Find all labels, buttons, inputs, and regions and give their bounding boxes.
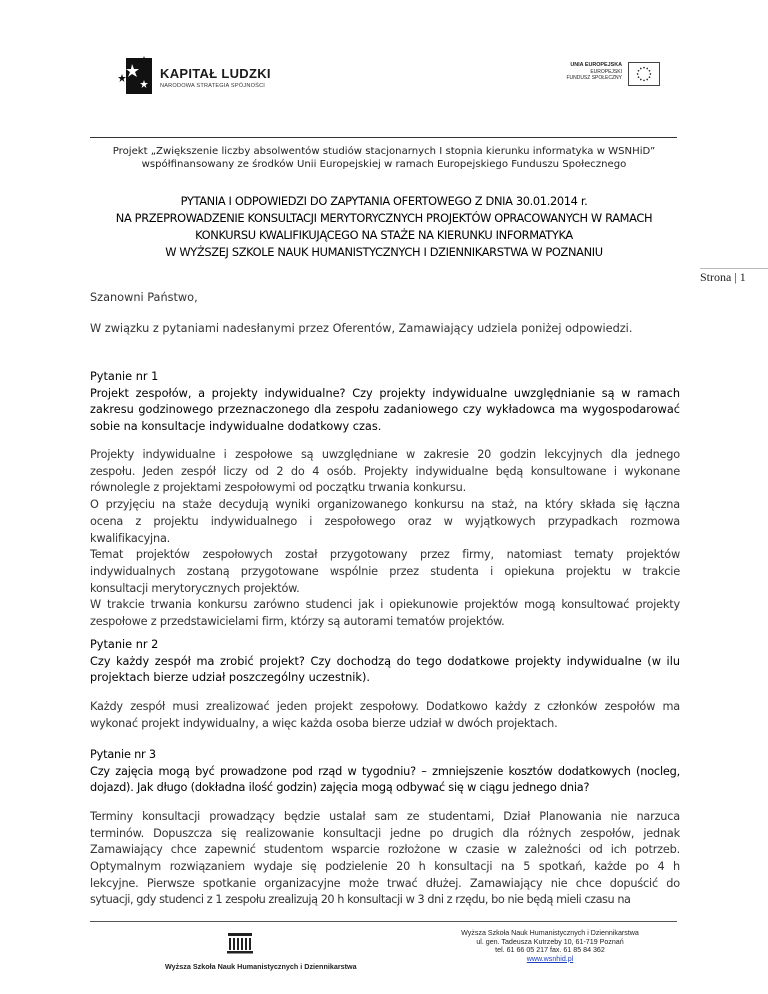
answer-3-line: Zamawiający chce zapewnić studentom wsparcie rozłożone w czasie w zależności od ich potrzeb.	[90, 843, 680, 857]
footer-divider	[90, 921, 677, 922]
answer-1-line: zespołu. Jeden zespół liczy od 2 do 4 osób. Projekty indywidualne będą konsultowane i wykonane	[90, 464, 680, 478]
question-1-label: Pytanie nr 1	[90, 370, 159, 383]
kapital-ludzki-subtitle: NARODOWA STRATEGIA SPÓJNOŚCI	[160, 83, 266, 89]
question-1-text-line: zakresu godzinowego przeznaczonego dla zespołu zadaniowego czy wykładowca ma wygospodarować	[90, 403, 680, 417]
kapital-ludzki-emblem-icon	[118, 52, 156, 96]
document-title-line-3: KONKURSU KWALIFIKUJĄCEGO NA STAŻE NA KIERUNKU INFORMATYKA	[195, 228, 573, 242]
question-3-text-line: dojazd). Jak długo (dokładna ilość godzin) zajęcia mogą odbywać się w ciągu jednego dnia?	[90, 781, 590, 795]
school-name: Wyższa Szkoła Nauk Humanistycznych i Dziennikarstwa	[165, 962, 357, 971]
footer-address	[420, 929, 680, 963]
intro	[90, 321, 680, 338]
answer-1-line: Projekty indywidualne i zespołowe są uwzględniane w zakresie 20 godzin lekcyjnych dla jednego	[90, 448, 680, 461]
greeting	[90, 290, 680, 307]
answer-3-line: Optymalnym rozwiązaniem wydaje się podzielenie 20 h konsultacji na 5 spotkań, każde po 4 h	[90, 860, 680, 874]
page-number: Strona | 1	[700, 270, 746, 284]
footer-address-line-3: tel. 61 66 05 217 fax. 61 85 84 362	[495, 946, 605, 955]
eu-fund-logo	[548, 62, 660, 92]
website-link[interactable]: www.wsnhid.pl	[526, 954, 574, 963]
answer-1-line: zespołowe z przedstawicielami firm, którzy są autorami tematów projektów.	[90, 615, 505, 629]
answer-1-line: indywidualnych zostaną przygotowane wspólnie przez studenta i opiekuna projektu w trakcie	[90, 564, 680, 578]
answer-1	[90, 447, 680, 631]
document-title-line-1: PYTANIA I ODPOWIEDZI DO ZAPYTANIA OFERTOWEGO Z DNIA 30.01.2014 r.	[180, 194, 588, 208]
school-logo	[165, 932, 357, 972]
answer-3-line: lekcyjne. Pierwsze spotkanie organizacyjne może trwać dłużej. Zamawiający nie chce dopuścić do	[90, 876, 680, 890]
answer-3-line: terminów. Dopuszcza się realizowanie konsultacji jedne po drugich dla różnych zespołów, jednak	[90, 826, 680, 840]
answer-2	[90, 699, 680, 732]
question-2-text-line: projektach bierze udział poszczególny uczestnik).	[90, 671, 370, 685]
footer-address-line-1: Wyższa Szkoła Nauk Humanistycznych i Dziennikarstwa	[461, 929, 639, 937]
eu-logo-text	[566, 62, 622, 82]
document-title-line-4: W WYŻSZEJ SZKOLE NAUK HUMANISTYCZNYCH I DZIENNIKARSTWA W POZNANIU	[165, 245, 603, 259]
question-2	[90, 637, 680, 687]
question-1-text-line: Projekt zespołów, a projekty indywidualne? Czy projekty indywidualne uwzględnianie są w ramach	[90, 386, 680, 400]
answer-1-line: Temat projektów zespołowych został przygotowany przez firmy, natomiast tematy projektów	[90, 548, 680, 562]
answer-2-line: wykonać projekt indywidualny, a więc każda osoba bierze udział w dwóch projektach.	[90, 716, 558, 730]
greeting-text: Szanowni Państwo,	[90, 291, 198, 304]
school-building-icon	[227, 932, 253, 954]
project-line-1: Projekt „Zwiększenie liczby absolwentów studiów stacjonarnych I stopnia kierunku informatyka w WSNHiD”	[112, 146, 656, 157]
eu-logo-line3: FUNDUSZ SPOŁECZNY	[566, 75, 622, 82]
question-2-text-line: Czy każdy zespół ma zrobić projekt? Czy dochodzą do tego dodatkowe projekty indywidualne (w ilu	[90, 654, 680, 668]
page-number-rule	[700, 268, 768, 269]
footer-address-line-2: ul. gen. Tadeusza Kutrzeby 10, 61-719 Poznań	[476, 937, 624, 946]
question-2-label: Pytanie nr 2	[90, 638, 159, 651]
answer-1-line: równolegle z projektami zespołowymi od początku trwania konkursu.	[90, 481, 466, 495]
question-1	[90, 369, 680, 436]
answer-3-line: sytuacji, gdy studenci z 1 zespołu zrealizują 20 h konsultacji w 3 dni z rzędu, bo nie będą mieli czasu na	[90, 893, 631, 906]
answer-1-line: kwalifikacyjna.	[90, 531, 171, 545]
answer-1-line: O przyjęciu na staże decydują wyniki organizowanego konkursu na staż, na który składa się łączna	[90, 498, 680, 512]
eu-logo-line2: EUROPEJSKI	[590, 68, 622, 75]
question-3	[90, 747, 680, 797]
intro-text: W związku z pytaniami nadesłanymi przez Oferentów, Zamawiający udziela poniżej odpowiedzi.	[90, 322, 633, 335]
kapital-ludzki-logo	[118, 52, 271, 100]
answer-2-line: Każdy zespół musi zrealizować jeden projekt zespołowy. Dodatkowo każdy z członków zespołów ma	[90, 700, 680, 713]
question-3-text-line: Czy zajęcia mogą być prowadzone pod rząd w tygodniu? – zmniejszenie kosztów dodatkowych (nocleg,	[90, 764, 680, 778]
answer-1-line: ocena z projektu indywidualnego i zespołowego oraz w wyjątkowych przypadkach rozmowa	[90, 514, 680, 528]
answer-3-line: Terminy konsultacji prowadzący będzie ustalał sam ze studentami, Dział Planowania nie narzuca	[90, 810, 680, 823]
document-title-line-2: NA PRZEPROWADZENIE KONSULTACJI MERYTORYCZNYCH PROJEKTÓW OPRACOWANYCH W RAMACH	[115, 211, 653, 225]
question-3-label: Pytanie nr 3	[90, 748, 156, 761]
header-divider	[90, 137, 677, 138]
answer-3-last	[90, 892, 680, 909]
question-1-text-line: sobie na konsultacje indywidualne dodatkowy czas.	[90, 420, 382, 434]
answer-3	[90, 809, 680, 893]
answer-1-line: konsultacji merytorycznych projektów.	[90, 581, 300, 595]
project-line-2: współfinansowany ze środków Unii Europejskiej w ramach Europejskiego Funduszu Społecznego	[141, 159, 627, 170]
answer-1-line: W trakcie trwania konkursu zarówno studenci jak i opiekunowie projektów mogą konsultować projekty	[90, 598, 680, 612]
eu-flag-icon	[628, 62, 660, 86]
eu-logo-line1: UNIA EUROPEJSKA	[570, 62, 622, 68]
kapital-ludzki-title: KAPITAŁ LUDZKI	[160, 66, 271, 81]
